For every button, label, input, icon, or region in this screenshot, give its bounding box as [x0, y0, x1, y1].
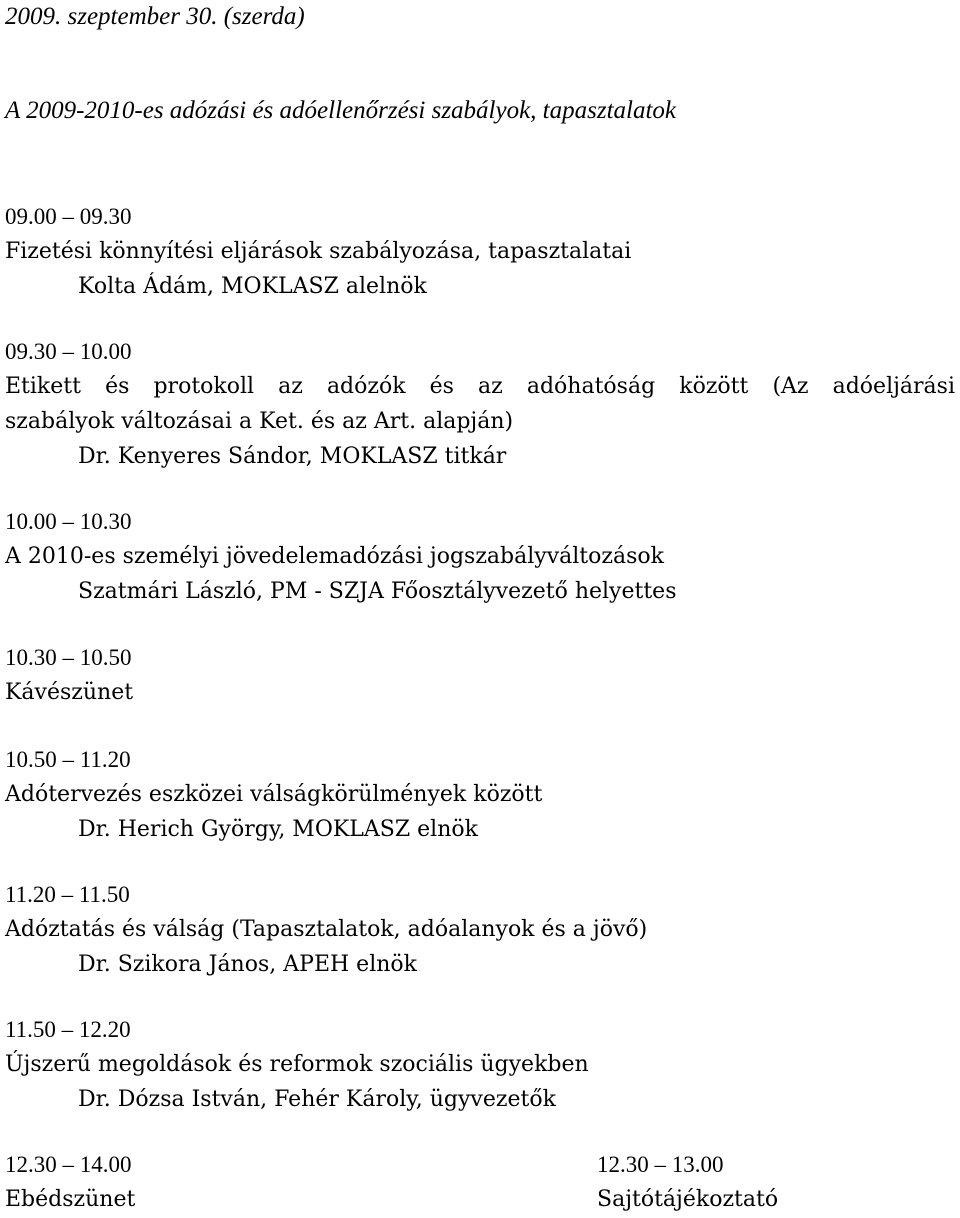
date-heading: [5, 0, 305, 34]
slot-time: 09.30 – 10.00: [5, 339, 132, 364]
slot-title: Adótervezés eszközei válságkörülmények között: [5, 782, 543, 807]
slot-title: Kávészünet: [5, 680, 134, 705]
slot-speaker: Szatmári László, PM - SZJA Főosztályvezető helyettes: [78, 579, 677, 604]
slot-title: Fizetési könnyítési eljárások szabályozása, tapasztalatai: [5, 239, 632, 264]
schedule-slot: [5, 504, 960, 609]
slot-title-continued: szabályok változásai a Ket. és az Art. alapján): [5, 409, 514, 434]
slot-time: 10.00 – 10.30: [5, 509, 132, 534]
slot-speaker: Dr. Herich György, MOKLASZ elnök: [78, 817, 478, 842]
schedule-slot: [5, 742, 960, 847]
slot-time: 11.20 – 11.50: [5, 882, 130, 907]
schedule-slot: [5, 1012, 960, 1117]
schedule-slot: [5, 640, 960, 710]
slot-speaker: Kolta Ádám, MOKLASZ alelnök: [78, 274, 427, 299]
press-time: 12.30 – 13.00: [597, 1152, 724, 1177]
press-conference-slot: [597, 1147, 778, 1217]
schedule-slot: [5, 877, 960, 982]
slot-title: Újszerű megoldások és reformok szociális ügyekben: [5, 1052, 589, 1077]
day-title: [5, 94, 676, 128]
press-label: Sajtótájékoztató: [597, 1187, 779, 1212]
slot-time: 10.30 – 10.50: [5, 645, 132, 670]
slot-speaker: Dr. Dózsa István, Fehér Károly, ügyvezetők: [78, 1087, 556, 1112]
lunch-time: 12.30 – 14.00: [5, 1152, 132, 1177]
slot-title: Adóztatás és válság (Tapasztalatok, adóalanyok és a jövő): [5, 917, 648, 942]
slot-speaker: Dr. Szikora János, APEH elnök: [78, 952, 417, 977]
lunch-slot: [5, 1147, 135, 1217]
date-heading-text: 2009. szeptember 30. (szerda): [5, 3, 305, 30]
slot-time: 11.50 – 12.20: [5, 1017, 131, 1042]
lunch-label: Ebédszünet: [5, 1187, 136, 1212]
schedule-slot: [5, 199, 960, 304]
slot-title: A 2010-es személyi jövedelemadózási jogszabályváltozások: [5, 544, 664, 569]
slot-speaker: Dr. Kenyeres Sándor, MOKLASZ titkár: [78, 444, 507, 469]
slot-time: 10.50 – 11.20: [5, 747, 131, 772]
slot-time: 09.00 – 09.30: [5, 204, 132, 229]
schedule-slot: [5, 334, 960, 474]
slot-title: Etikett és protokoll az adózók és az adóhatóság között (Az adóeljárási: [5, 374, 955, 399]
day-title-text: A 2009-2010-es adózási és adóellenőrzési szabályok, tapasztalatok: [5, 97, 677, 124]
